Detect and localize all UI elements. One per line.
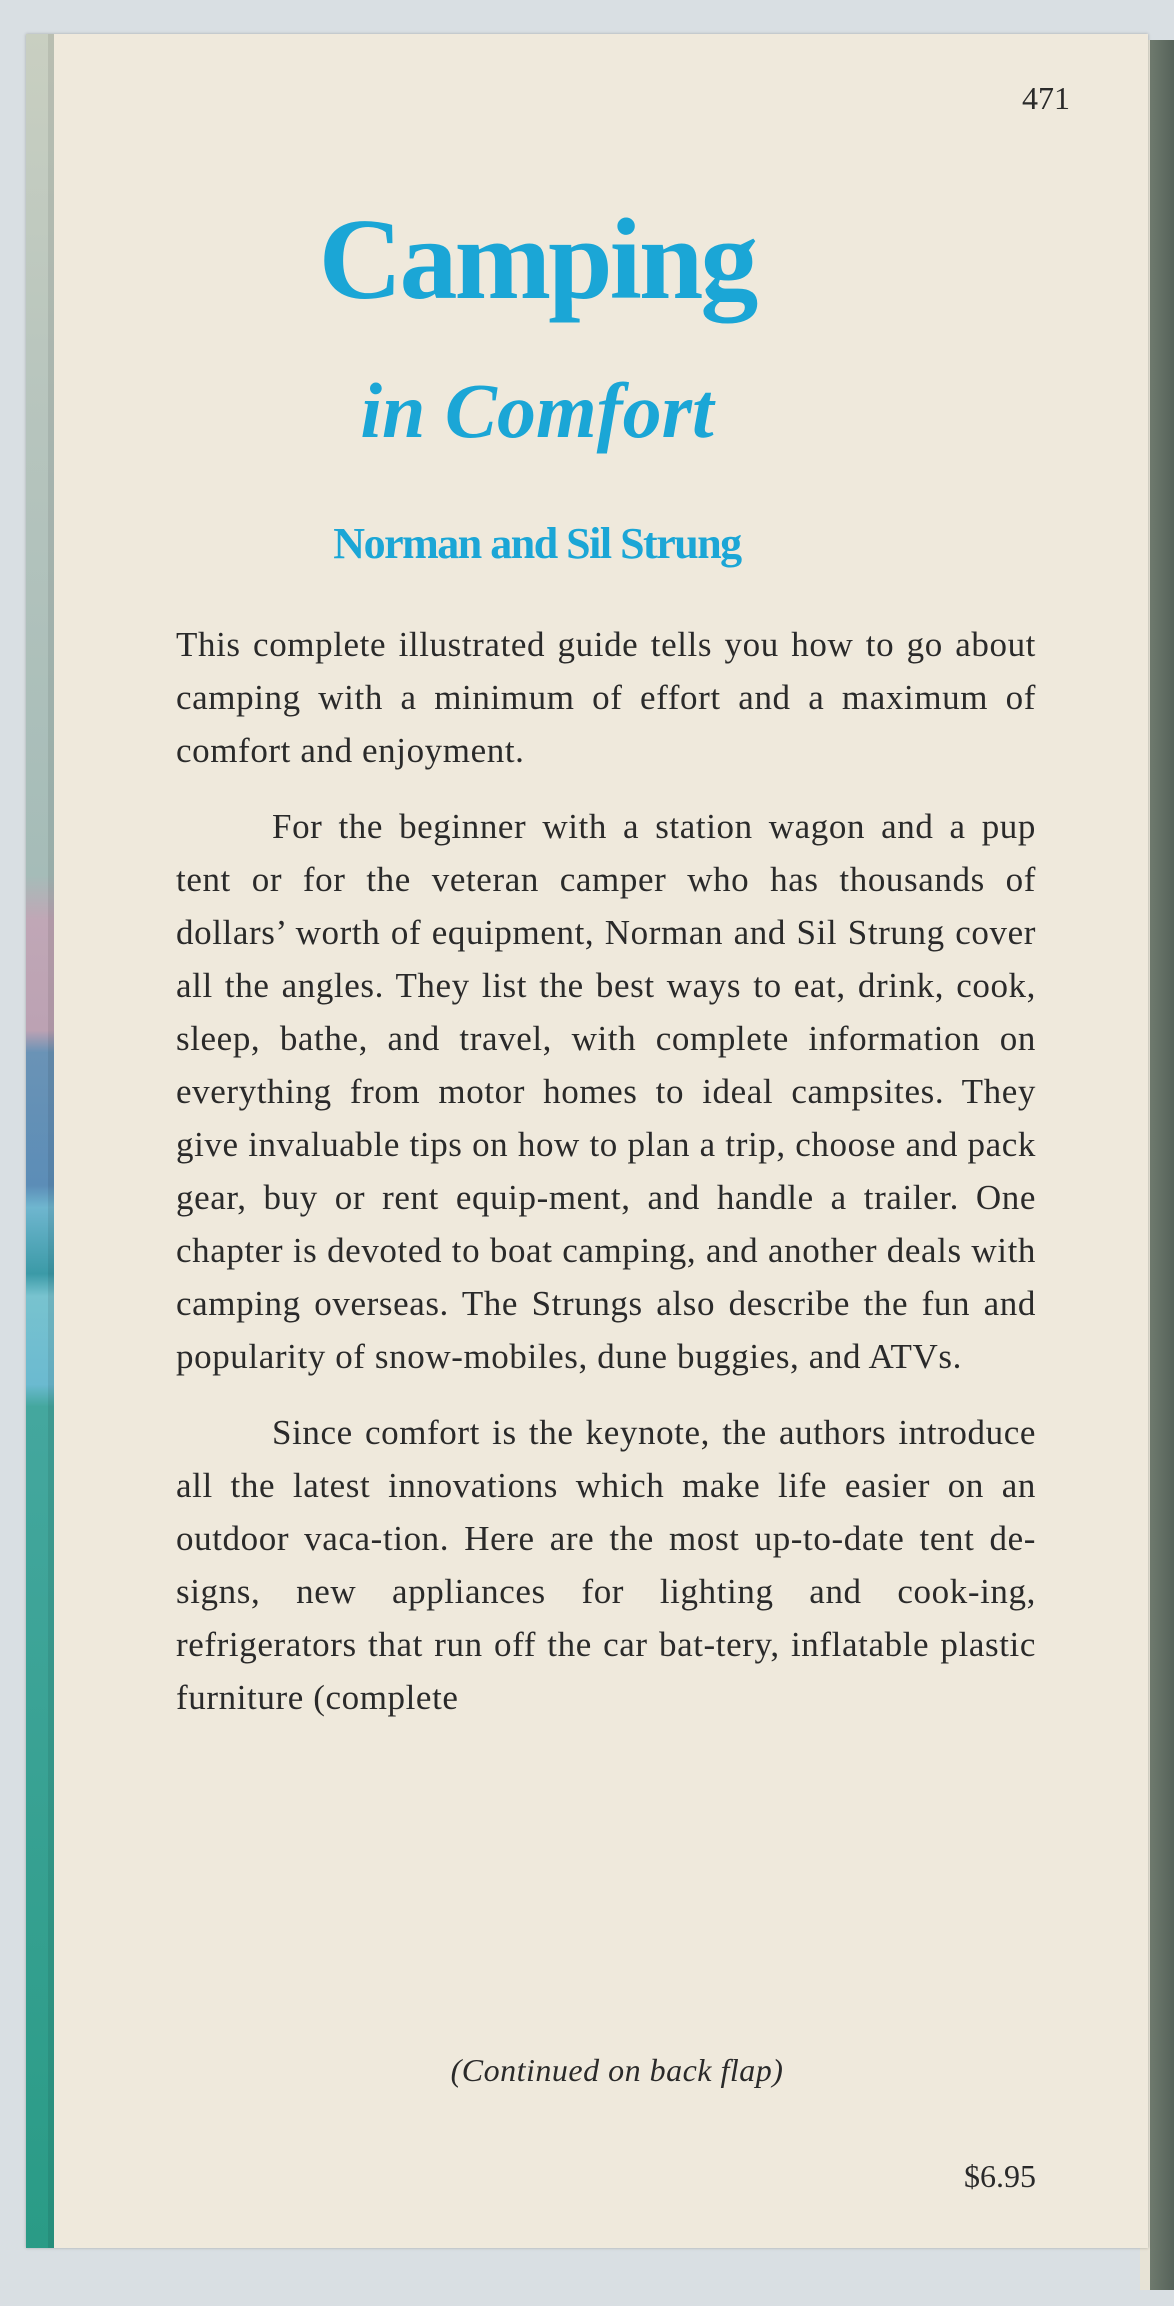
price-label: $6.95 — [964, 2158, 1036, 2194]
book-title: Camping — [318, 196, 756, 324]
book-authors: Norman and Sil Strung — [333, 519, 741, 568]
flap-description — [176, 618, 1036, 1747]
dust-jacket-flap — [26, 34, 1148, 2248]
paragraph-comfort: Since comfort is the keynote, the authors introduce all the latest innovations which make life easier on an outdoor vaca-tion. Here are the most up-to-date tent de-signs, new appliances for lighting and cook-ing, refrigerators that run off the car bat-tery, inflatable plastic furniture (complete — [176, 1413, 1036, 1717]
book-subtitle: in Comfort — [360, 367, 714, 454]
paragraph-coverage: For the beginner with a station wagon and a pup tent or for the veteran camper who has thousands of dollars’ worth of equipment, Norman and Sil Strung cover all the angles. They list the best ways to eat, drink, cook, sleep, bathe, and travel, with complete information on everything from motor homes to ideal campsites. They give invaluable tips on how to plan a trip, choose and pack gear, buy or rent equip-ment, and handle a trailer. One chapter is devoted to boat camping, and another deals with camping overseas. The Strungs also describe the fun and popularity of snow-mobiles, dune buggies, and ATVs. — [176, 807, 1036, 1376]
continued-note: (Continued on back flap) — [450, 2052, 784, 2088]
paragraph-intro: This complete illustrated guide tells you how to go about camping with a minimum of effort and a maximum of comfort and enjoyment. — [176, 625, 1036, 770]
spine-color-strip — [26, 34, 54, 2248]
page-number: 471 — [1022, 80, 1070, 116]
